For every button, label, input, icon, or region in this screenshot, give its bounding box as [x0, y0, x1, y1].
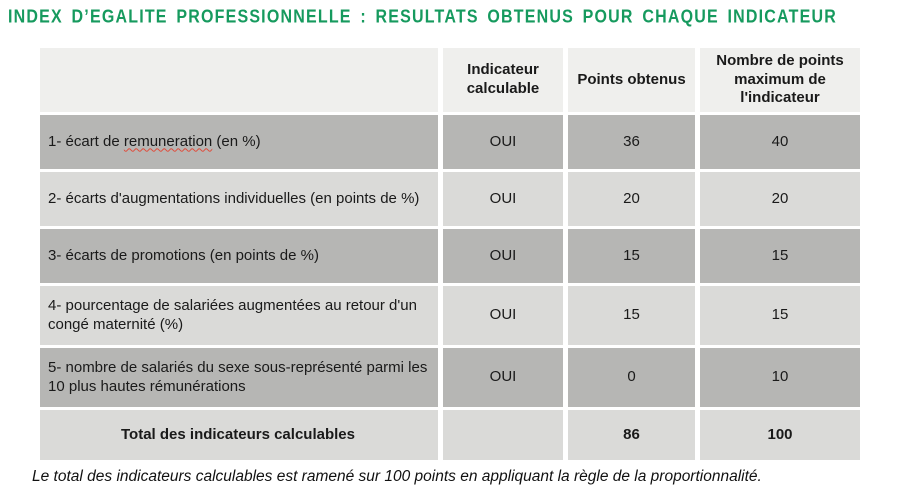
- row3-max-value: 15: [700, 229, 860, 283]
- row3-calculable-value: OUI: [443, 229, 563, 283]
- total-row-max: 100: [700, 410, 860, 460]
- row2-max-value: 20: [700, 172, 860, 226]
- row5-points-value: 0: [568, 348, 695, 407]
- row4-points-value: 15: [568, 286, 695, 345]
- row1-calculable-value: OUI: [443, 115, 563, 169]
- indicator-results-table: [40, 48, 860, 460]
- header-cell-points-obtenus: Points obtenus: [568, 48, 695, 112]
- row4-calculable-value: OUI: [443, 286, 563, 345]
- row-label-indicator-2: 2- écarts d'augmentations individuelles (en points de %): [40, 172, 438, 226]
- row1-misspelled-word: remuneration: [123, 132, 213, 150]
- row3-points-value: 15: [568, 229, 695, 283]
- header-cell-points-maximum: Nombre de points maximum de l'indicateur: [700, 48, 860, 112]
- header-cell-indicateur-calculable: Indicateur calculable: [443, 48, 563, 112]
- row2-points-value: 20: [568, 172, 695, 226]
- row1-label-text: [48, 133, 261, 152]
- row1-points-value: 36: [568, 115, 695, 169]
- total-row-label: Total des indicateurs calculables: [40, 410, 438, 460]
- row4-max-value: 15: [700, 286, 860, 345]
- row1-label-part: (en %): [212, 132, 261, 150]
- row2-calculable-value: OUI: [443, 172, 563, 226]
- row1-max-value: 40: [700, 115, 860, 169]
- row-label-indicator-4: 4- pourcentage de salariées augmentées au retour d'un congé maternité (%): [40, 286, 438, 345]
- row-label-indicator-3: 3- écarts de promotions (en points de %): [40, 229, 438, 283]
- row5-max-value: 10: [700, 348, 860, 407]
- row1-label-part: 1- écart de: [48, 132, 124, 150]
- row-label-indicator-1: [40, 115, 438, 169]
- row5-calculable-value: OUI: [443, 348, 563, 407]
- page-title: INDEX D’EGALITE PROFESSIONNELLE : RESULTATS OBTENUS POUR CHAQUE INDICATEUR: [8, 7, 837, 28]
- proportionality-footnote: Le total des indicateurs calculables est ramené sur 100 points en appliquant la règle de la proportionnalité.: [32, 468, 762, 485]
- total-row-points: 86: [568, 410, 695, 460]
- total-row-calculable: [443, 410, 563, 460]
- header-cell-empty: [40, 48, 438, 112]
- row-label-indicator-5: 5- nombre de salariés du sexe sous-représenté parmi les 10 plus hautes rémunérations: [40, 348, 438, 407]
